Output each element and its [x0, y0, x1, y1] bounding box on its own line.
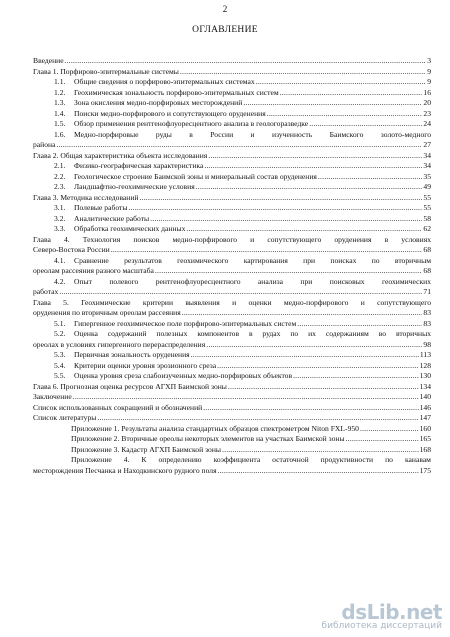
toc-entry-page: 55 [423, 192, 431, 202]
toc-leader [297, 319, 422, 330]
toc-entry-title-cont: месторождения Песчанка и Находкинского рудного поля [33, 465, 217, 475]
toc-entry-number: 1.1. [54, 77, 66, 86]
toc-entry-page: 16 [423, 87, 431, 97]
toc-entry-title: Глава 1. Порфирово-эпитермальные системы [33, 66, 179, 76]
toc-entry-title: Медно-порфировые руды в России и изученность Баимского золото-медного [74, 129, 431, 139]
toc-entry-page: 34 [423, 161, 431, 170]
toc-entry-number: 5.1. [54, 318, 66, 328]
toc-leader [204, 161, 422, 172]
toc-leader [318, 172, 422, 183]
toc-entry-page: 98 [423, 339, 431, 349]
toc-entry-page: 140 [419, 392, 431, 401]
toc-entry-title: Оценка уровня среза слабоизученных медно-порфировых объектов [74, 371, 293, 380]
toc-entry[interactable] [33, 382, 431, 393]
toc-entry-number: 1.5. [54, 119, 66, 128]
toc-entry-number: 4.2. [54, 276, 66, 286]
toc-entry-number: 2.1. [54, 161, 66, 170]
toc-entry-page: 134 [419, 381, 431, 391]
toc-subsection[interactable] [33, 88, 431, 99]
toc-entry-title-cont: района [33, 140, 56, 149]
toc-entry-title-cont: ореолах в условиях гипергенного перераспределения [33, 339, 206, 349]
toc-entry-number: 5.2. [54, 329, 66, 338]
toc-entry-title: Опыт полевого рентгенофлуоресцентного анализа при поисковых геохимических [74, 276, 431, 286]
toc-entry-line1[interactable] [33, 455, 431, 466]
toc-leader [222, 445, 419, 456]
toc-subsection[interactable] [33, 161, 431, 172]
toc-entry-page: 24 [423, 119, 431, 128]
toc-entry-page: 9 [427, 66, 431, 76]
toc-leader [186, 224, 422, 235]
toc-leader [59, 287, 422, 298]
toc-leader [228, 382, 419, 393]
toc-entry-page: 27 [423, 140, 431, 149]
toc-entry-page: 147 [419, 413, 431, 422]
toc-entry-page: 55 [423, 203, 431, 212]
toc-entry-title: Обработка геохимических данных [74, 224, 186, 233]
toc-entry-title: Первичная зональность оруденения [74, 350, 190, 359]
toc-entry-title: Физико-географическая характеристика [74, 161, 204, 170]
toc-entry-number: 1.2. [54, 87, 66, 97]
toc-subsection[interactable] [33, 214, 431, 225]
toc-entry-title-cont: ореолам рассеяния разного масштаба [33, 266, 154, 275]
toc-entry-title: Гипергенное геохимическое поле порфирово-эпитермальных систем [74, 318, 297, 328]
toc-entry-number: 3.2. [54, 213, 66, 223]
toc-entry-line1[interactable] [33, 298, 431, 309]
toc-entry-page: 34 [423, 150, 431, 160]
toc-leader [73, 392, 419, 403]
toc-entry-line2[interactable] [33, 287, 431, 298]
toc-entry-line1[interactable] [33, 235, 431, 246]
toc-entry-title-cont: оруденения по вторичным ореолам рассеяния [33, 308, 181, 317]
toc-entry-number: 1.6. [54, 129, 66, 139]
toc-leader [140, 193, 423, 204]
toc-entry[interactable] [33, 445, 431, 456]
toc-heading: ОГЛАВЛЕНИЕ [192, 25, 258, 35]
toc-leader [203, 403, 418, 414]
toc-entry-number: 5.5. [54, 371, 66, 380]
toc-leader [111, 245, 423, 256]
toc-entry-line2[interactable] [33, 308, 431, 319]
toc-leader [293, 371, 419, 382]
toc-entry-number: 2.3. [54, 182, 66, 191]
toc-subsection[interactable] [33, 109, 431, 120]
toc-entry-title: Приложение 4. К определению коэффициента остаточной продуктивности по канавам [71, 455, 431, 464]
toc-entry-page: 160 [419, 423, 431, 433]
toc-entry-title: Список литературы [33, 413, 97, 422]
toc-entry-title: Глава 4. Технология поисков медно-порфирового и сопутствующего оруденения в условиях [33, 234, 431, 244]
toc-subsection[interactable] [33, 182, 431, 193]
toc-entry-title: Глава 6. Прогнозная оценка ресурсов АГХП Баимской зоны [33, 381, 227, 391]
toc-entry-page: 3 [427, 56, 431, 65]
toc-leader [346, 434, 419, 445]
toc-entry-title: Геологическое строение Баимской зоны и минеральный состав оруденения [74, 171, 317, 181]
toc-entry-page: 146 [419, 402, 431, 412]
toc-entry-page: 168 [419, 444, 431, 454]
page-number: 2 [222, 4, 228, 14]
toc-subsection[interactable] [33, 224, 431, 235]
toc-subsection[interactable] [33, 319, 431, 330]
toc-leader [150, 214, 422, 225]
toc-leader [180, 67, 426, 78]
toc-entry-number: 3.1. [54, 203, 66, 212]
toc-entry-title: Полевые работы [74, 203, 128, 212]
toc-entry-page: 71 [423, 287, 431, 296]
toc-leader [243, 98, 422, 109]
toc-entry-page: 68 [423, 245, 431, 254]
toc-subsection[interactable] [33, 119, 431, 130]
toc-entry-page: 130 [419, 371, 431, 380]
toc-entry-page: 175 [419, 465, 431, 475]
toc-entry-title: Приложение 3. Кадастр АГХП Баимской зоны [71, 444, 221, 454]
toc-leader [309, 119, 422, 130]
toc-entry-page: 9 [427, 77, 431, 86]
toc-entry-title: Список использованных сокращений и обозначений [33, 402, 203, 412]
toc-leader [208, 151, 422, 162]
toc-entry-page: 83 [423, 308, 431, 317]
toc-entry-number: 3.3. [54, 224, 66, 233]
toc-leader [65, 56, 427, 67]
toc-leader [280, 88, 423, 99]
toc-entry-title: Глава 5. Геохимические критерии выявления и оценки медно-порфирового и сопутствующего [33, 297, 431, 307]
toc-entry-title: Общие сведения о порфирово-эпитермальных системах [74, 77, 255, 86]
toc-entry[interactable] [33, 56, 431, 67]
toc-leader [256, 77, 426, 88]
toc-subsection[interactable] [33, 361, 431, 372]
toc-entry-number: 1.4. [54, 108, 66, 118]
toc-leader [196, 182, 423, 193]
toc-leader [182, 308, 423, 319]
toc-entry-number: 5.4. [54, 360, 66, 370]
toc-leader [56, 140, 422, 151]
toc-entry[interactable] [33, 403, 431, 414]
toc-entry-page: 83 [423, 318, 431, 328]
toc-entry-page: 58 [423, 213, 431, 223]
toc-entry-title: Обзор применения рентгенофлуоресцентного анализа в геологоразведке [74, 119, 309, 128]
toc-entry-page: 165 [419, 434, 431, 443]
toc-entry-line1[interactable] [33, 256, 431, 267]
toc-leader [97, 413, 418, 424]
toc-entry-title: Поиски медно-порфирового и сопутствующего оруденения [74, 108, 266, 118]
toc-entry-page: 113 [419, 350, 431, 359]
toc-subsection[interactable] [33, 77, 431, 88]
toc-entry-title: Приложение 2. Вторичные ореолы некоторых элементов на участках Баимской зоны [71, 434, 345, 443]
toc-entry-page: 23 [423, 108, 431, 118]
toc-entry[interactable] [33, 434, 431, 445]
toc-entry-title: Зона окисления медно-порфировых месторождений [74, 98, 243, 107]
table-of-contents [33, 56, 431, 476]
toc-entry[interactable] [33, 67, 431, 78]
toc-subsection[interactable] [33, 203, 431, 214]
toc-leader [191, 350, 419, 361]
toc-subsection[interactable] [33, 172, 431, 183]
toc-entry-line2[interactable] [33, 466, 431, 477]
toc-subsection[interactable] [33, 98, 431, 109]
toc-entry[interactable] [33, 151, 431, 162]
toc-entry-page: 128 [419, 360, 431, 370]
toc-entry-page: 20 [423, 98, 431, 107]
toc-subsection[interactable] [33, 371, 431, 382]
toc-leader [206, 340, 422, 351]
toc-entry-title: Ландшафтно-геохимические условия [74, 182, 195, 191]
toc-entry-page: 62 [423, 224, 431, 233]
toc-entry-title: Приложение 1. Результаты анализа стандартных образцов спектрометром Niton FXL-950 [71, 423, 359, 433]
toc-leader [218, 466, 419, 477]
toc-entry-title: Глава 2. Общая характеристика объекта исследования [33, 150, 208, 160]
toc-entry-line1[interactable] [33, 277, 431, 288]
toc-leader [267, 109, 423, 120]
toc-leader [155, 266, 422, 277]
toc-entry-title: Введение [33, 56, 64, 65]
toc-entry-line2[interactable] [33, 245, 431, 256]
toc-entry[interactable] [33, 392, 431, 403]
toc-entry[interactable] [33, 413, 431, 424]
watermark-logo: dsLib.net [341, 600, 442, 624]
toc-entry-page: 49 [423, 182, 431, 191]
toc-entry-number: 5.3. [54, 350, 66, 359]
toc-leader [217, 361, 419, 372]
toc-subsection[interactable] [33, 350, 431, 361]
toc-entry[interactable] [33, 424, 431, 435]
toc-entry-title: Оценка содержаний полезных компонентов в рудах по их содержаниям во вторичных [74, 329, 431, 338]
toc-entry-title-cont: Северо-Востока России [33, 245, 110, 254]
toc-entry-page: 35 [423, 171, 431, 181]
toc-entry-line1[interactable] [33, 130, 431, 141]
toc-entry-line2[interactable] [33, 266, 431, 277]
toc-entry-line1[interactable] [33, 329, 431, 340]
watermark [322, 600, 442, 631]
toc-entry-title: Глава 3. Методика исследований [33, 192, 139, 202]
toc-entry-title: Сравнение результатов геохимического картирования при поисках по вторичным [74, 255, 431, 265]
toc-entry-number: 2.2. [54, 171, 66, 181]
toc-leader [360, 424, 419, 435]
toc-entry-number: 4.1. [54, 255, 66, 265]
toc-entry-line2[interactable] [33, 340, 431, 351]
toc-entry-title: Критерии оценки уровня эрозионного среза [74, 360, 217, 370]
watermark-caption: библиотека диссертаций [321, 621, 442, 631]
toc-entry-title: Аналитические работы [74, 213, 150, 223]
toc-entry-page: 68 [423, 266, 431, 275]
toc-leader [128, 203, 422, 214]
toc-entry-title: Геохимическая зональность порфирово-эпитермальных систем [74, 87, 279, 97]
toc-entry-number: 1.3. [54, 98, 66, 107]
toc-entry-title: Заключение [33, 392, 72, 401]
toc-entry-title-cont: работах [33, 287, 59, 296]
toc-entry[interactable] [33, 193, 431, 204]
toc-entry-line2[interactable] [33, 140, 431, 151]
